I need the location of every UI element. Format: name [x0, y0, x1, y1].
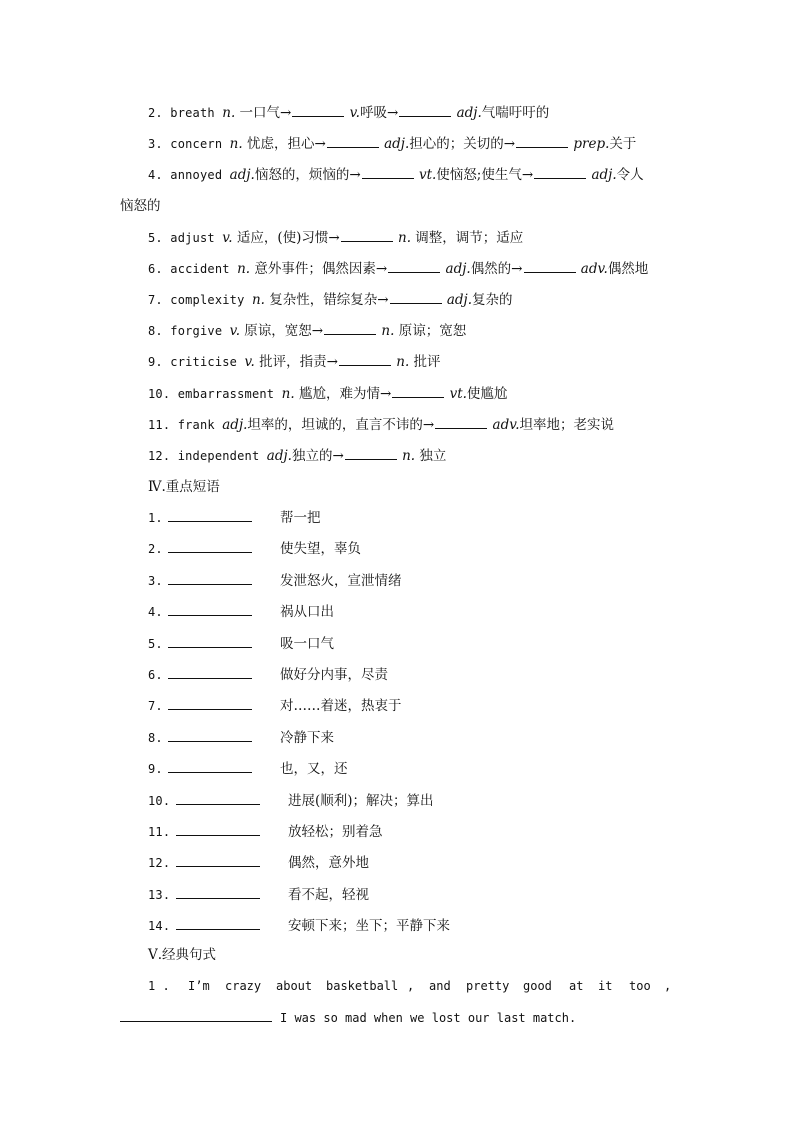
definition-text: 一口气→ [235, 105, 292, 121]
definition-text: 复杂性，错综复杂→ [264, 292, 389, 308]
phrase-item [148, 697, 402, 715]
answer-blank[interactable] [168, 697, 252, 710]
part-of-speech: n. [398, 230, 412, 246]
phrase-number: 12. [148, 856, 171, 870]
phrase-number: 6. [148, 668, 163, 682]
answer-blank[interactable] [524, 260, 576, 273]
phrase-meaning: 放轻松；别着急 [288, 824, 383, 840]
answer-blank[interactable] [168, 666, 252, 679]
headword: 3. concern [148, 137, 230, 151]
phrase-number: 5. [148, 637, 163, 651]
part-of-speech: vt. [418, 167, 437, 183]
vocab-item [148, 291, 513, 309]
answer-blank[interactable] [168, 603, 252, 616]
sentence-word: 1 . [148, 979, 170, 993]
headword: 7. complexity [148, 293, 252, 307]
phrase-item [148, 823, 383, 841]
sentence-word: crazy [225, 979, 262, 993]
part-of-speech: v. [229, 323, 240, 339]
section-title-classic-sentences: Ⅴ.经典句式 [148, 947, 217, 963]
definition-text: 使恼怒;使生气→ [436, 167, 534, 183]
part-of-speech: n. [229, 136, 243, 152]
phrase-item [148, 760, 348, 778]
part-of-speech: adv. [580, 261, 608, 277]
phrase-number: 13. [148, 888, 171, 902]
phrase-number: 7. [148, 699, 163, 713]
vocab-item [148, 385, 507, 403]
sentence-word: too [629, 979, 651, 993]
part-of-speech: adj. [456, 105, 482, 121]
phrase-meaning: 偶然，意外地 [288, 855, 369, 871]
definition-text: 坦率地；老实说 [519, 417, 615, 433]
part-of-speech: adj. [445, 261, 471, 277]
phrase-number: 4. [148, 605, 163, 619]
answer-blank[interactable] [388, 260, 440, 273]
part-of-speech: adj. [229, 167, 255, 183]
answer-blank[interactable] [341, 229, 393, 242]
definition-text: 独立 [415, 448, 447, 464]
phrase-number: 10. [148, 794, 171, 808]
phrase-item [148, 886, 369, 904]
definition-text: 呼吸→ [359, 105, 399, 121]
part-of-speech: n. [237, 261, 251, 277]
sentence-word: about [276, 979, 313, 993]
answer-blank[interactable] [534, 166, 586, 179]
headword: 2. breath [148, 106, 223, 120]
part-of-speech: adj. [222, 417, 248, 433]
sentence-word: and [429, 979, 451, 993]
phrase-number: 9. [148, 762, 163, 776]
phrase-meaning: 做好分内事，尽责 [280, 667, 388, 683]
part-of-speech: vt. [449, 386, 467, 402]
phrase-meaning: 发泄怒火，宣泄情绪 [280, 573, 402, 589]
part-of-speech: adj. [591, 167, 617, 183]
phrase-meaning: 帮一把 [280, 510, 321, 526]
vocab-item [148, 229, 523, 247]
answer-blank[interactable] [392, 385, 444, 398]
answer-blank[interactable] [390, 291, 442, 304]
answer-blank[interactable] [168, 540, 252, 553]
definition-text: 使尴尬 [466, 386, 508, 402]
definition-text: 批评 [409, 354, 441, 370]
phrase-item [148, 540, 361, 558]
phrase-item [148, 509, 321, 527]
sentence-1-line-2 [120, 1009, 576, 1027]
vocab-item [148, 322, 466, 340]
headword: 5. adjust [148, 231, 223, 245]
definition-text: 令人 [616, 167, 644, 183]
answer-blank[interactable] [176, 886, 260, 899]
phrase-meaning: 使失望，辜负 [280, 541, 361, 557]
answer-blank[interactable] [362, 166, 414, 179]
part-of-speech: adj. [446, 292, 473, 308]
definition-text: 偶然地 [607, 261, 649, 277]
sentence-word: I’m [188, 979, 210, 993]
phrase-item [148, 666, 388, 684]
phrase-item [148, 635, 334, 653]
answer-blank[interactable] [516, 135, 568, 148]
definition-text: 偶然的→ [470, 261, 523, 277]
part-of-speech: n. [396, 354, 410, 370]
phrase-number: 11. [148, 825, 171, 839]
vocab-item [148, 260, 648, 278]
definition-text: 调整，调节；适应 [411, 230, 524, 246]
phrase-item [148, 729, 334, 747]
definition-text: 适应，(使)习惯→ [232, 230, 340, 246]
definition-text: 原谅，宽恕→ [240, 323, 324, 339]
answer-blank[interactable] [168, 729, 252, 742]
definition-text: 复杂的 [472, 292, 513, 308]
part-of-speech: adj. [384, 136, 410, 152]
phrase-number: 8. [148, 731, 163, 745]
answer-blank[interactable] [176, 854, 260, 867]
headword: 9. criticise [148, 355, 245, 369]
definition-text: 原谅；宽恕 [394, 323, 467, 339]
definition-text: 关于 [609, 136, 637, 152]
answer-blank[interactable] [176, 792, 260, 805]
answer-blank[interactable] [168, 760, 252, 773]
headword: 8. forgive [148, 324, 230, 338]
phrase-item [148, 572, 402, 590]
answer-blank[interactable] [176, 917, 260, 930]
part-of-speech: n. [402, 448, 416, 464]
phrase-item [148, 854, 369, 872]
sentence-word: good [523, 979, 552, 993]
phrase-meaning: 冷静下来 [280, 730, 334, 746]
phrase-meaning: 进展(顺利)；解决；算出 [288, 793, 434, 809]
part-of-speech: n. [251, 292, 265, 308]
part-of-speech: n. [222, 105, 236, 121]
phrase-number: 14. [148, 919, 171, 933]
vocab-item [148, 353, 441, 371]
part-of-speech: v. [222, 230, 233, 246]
definition-text: 担心的；关切的→ [409, 136, 516, 152]
answer-blank[interactable] [399, 104, 451, 117]
phrase-meaning: 吸一口气 [280, 636, 334, 652]
definition-text: 忧虑，担心→ [242, 136, 326, 152]
answer-blank[interactable] [292, 104, 344, 117]
answer-blank[interactable] [327, 135, 379, 148]
headword: 10. embarrassment [148, 387, 282, 401]
headword: 4. annoyed [148, 168, 230, 182]
definition-text: 坦率的，坦诚的，直言不讳的→ [247, 417, 435, 433]
answer-blank[interactable] [345, 447, 397, 460]
phrase-number: 1. [148, 511, 163, 525]
part-of-speech: prep. [573, 136, 610, 152]
definition-text: 批评，指责→ [254, 354, 338, 370]
answer-blank[interactable] [168, 509, 252, 522]
answer-blank[interactable] [168, 572, 252, 585]
phrase-meaning: 安顿下来；坐下；平静下来 [288, 918, 450, 934]
part-of-speech: v. [244, 354, 255, 370]
part-of-speech: n. [381, 323, 395, 339]
phrase-item [148, 917, 450, 935]
sentence-word: pretty [466, 979, 510, 993]
vocab-item [148, 416, 614, 434]
headword: 6. accident [148, 262, 238, 276]
part-of-speech: n. [281, 386, 295, 402]
phrase-item [148, 792, 434, 810]
phrase-number: 3. [148, 574, 163, 588]
vocab-item [148, 166, 644, 184]
phrase-meaning: 对……着迷，热衷于 [280, 698, 402, 714]
part-of-speech: v. [349, 105, 360, 121]
answer-blank[interactable] [176, 823, 260, 836]
phrase-meaning: 祸从口出 [280, 604, 334, 620]
definition-text: 意外事件；偶然因素→ [250, 261, 388, 277]
part-of-speech: adj. [266, 448, 292, 464]
sentence-1-ending: I was so mad when we lost our last match. [280, 1011, 577, 1025]
definition-text: 独立的→ [291, 448, 344, 464]
sentence-word: , [407, 979, 415, 993]
answer-blank[interactable] [120, 1009, 272, 1022]
vocab-item-continuation: 恼怒的 [120, 198, 161, 214]
answer-blank[interactable] [168, 635, 252, 648]
sentence-word: it [598, 979, 613, 993]
definition-text: 恼怒的，烦恼的→ [254, 167, 361, 183]
vocab-item [148, 447, 446, 465]
part-of-speech: adv. [492, 417, 520, 433]
phrase-number: 2. [148, 542, 163, 556]
answer-blank[interactable] [324, 322, 376, 335]
definition-text: 气喘吁吁的 [481, 105, 550, 121]
definition-text: 尴尬，难为情→ [294, 386, 392, 402]
phrase-meaning: 也，又，还 [280, 761, 348, 777]
vocab-item [148, 104, 549, 122]
headword: 11. frank [148, 418, 223, 432]
answer-blank[interactable] [339, 353, 391, 366]
section-title-key-phrases: Ⅳ.重点短语 [148, 479, 220, 495]
sentence-word: , [664, 979, 672, 993]
answer-blank[interactable] [435, 416, 487, 429]
sentence-word: basketball [326, 979, 399, 993]
vocab-item [148, 135, 636, 153]
sentence-word: at [569, 979, 584, 993]
headword: 12. independent [148, 449, 267, 463]
phrase-meaning: 看不起，轻视 [288, 887, 369, 903]
phrase-item [148, 603, 334, 621]
